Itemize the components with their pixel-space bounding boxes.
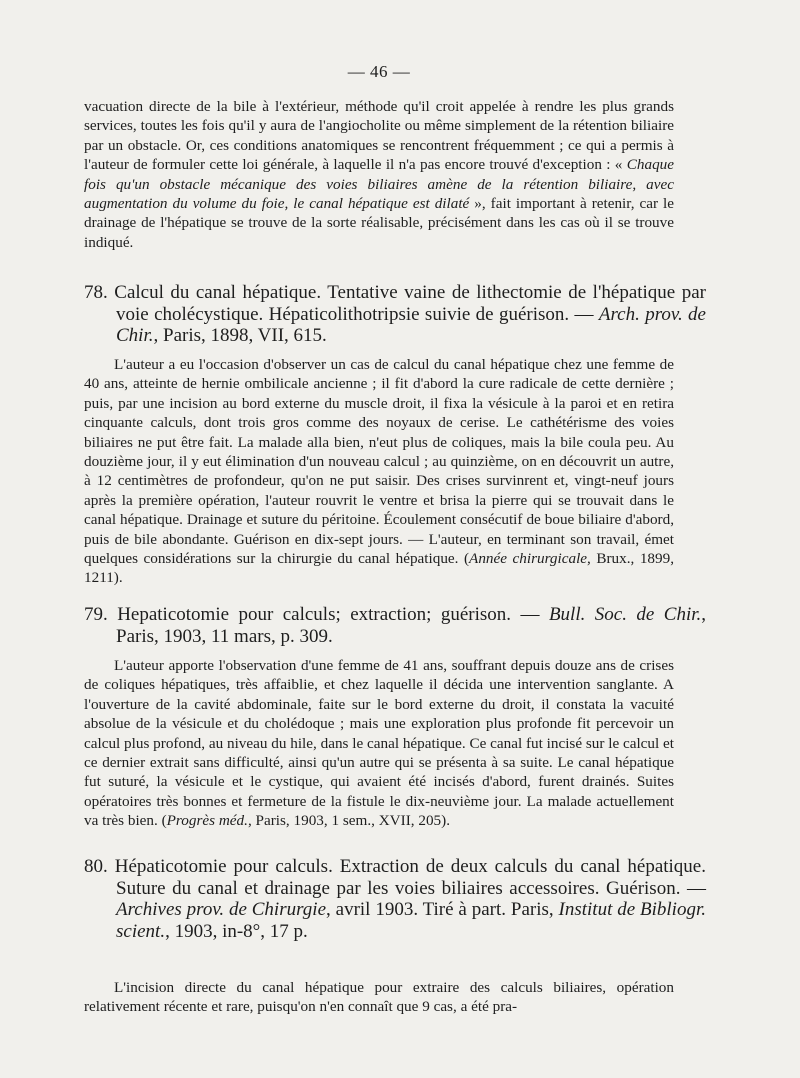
entry-title-text: Calcul du canal hépatique. Tentative vaine de lithectomie de l'hépatique par voie cholécystique. Hépaticolithotripsie suivie de guérison. — [114, 282, 707, 325]
entry-79-body: L'auteur apporte l'observation d'une femme de 41 ans, souffrant depuis douze ans de crises de coliques hépatiques, très affaiblie, et chez laquelle il décida une intervention sanglante. A l'ouverture de la cavité abdominale, faite sur le bord externe du droit, il constata la vacuité absolue de la vésicule et du cholédoque ; mais une exploration plus profonde fit percevoir un calcul plus profond, au niveau du hile, dans le canal hépatique. Ce canal fut incisé sur le calcul et ce dernier extrait sans difficulté, ainsi qu'un autre qui se présenta à sa suite. Le canal hépatique fut suturé, la vésicule et le cystique, qui avaient été incisés d'abord, furent drainés. Suites opératoires très bonnes et fermeture de la fistule le dix-neuvième jour. La malade actuellement va très bien. (Progrès méd., Paris, 1903, 1 sem., XVII, 205). — [84, 657, 674, 830]
intro-quote: Chaque fois qu'un obstacle mécanique des voies biliaires amène de la rétention biliaire, avec augmentation du volume du foie, le canal hépatique est dilaté — [84, 156, 674, 213]
entry-source: Archives prov. de Chirurgie — [116, 899, 327, 921]
entry-title-text: Hépaticotomie pour calculs. Extraction de deux calculs du canal hépatique. Suture du canal et drainage par les voies biliaires accessoires. Guérison. — [114, 856, 706, 899]
entry-source: Arch. prov. de Chir. — [116, 303, 706, 347]
entry-number: 79. — [84, 604, 108, 625]
entry-title-text: Hepaticotomie pour calculs; extraction; guérison. — [117, 604, 512, 625]
intro-paragraph — [84, 97, 674, 252]
entry-80-title: 80. Hépaticotomie pour calculs. Extraction de deux calculs du canal hépatique. Suture du canal et drainage par les voies biliaires accessoires. Guérison. — Archives prov. de Chirurgie, avril 1903. Tiré à part. Paris, Institut de Bibliogr. scient., 1903, in-8°, 17 p. — [84, 856, 707, 942]
intro-text: vacuation directe de la bile à l'extérieur, méthode qu'il croit appelée à rendre les plus grands services, toutes les fois qu'il y aura de l'angiocholite ou même simplement de la rétention biliaire par un obstacle. Or, ces conditions anatomiques se rencontrent fréquemment ; ce qui a permis à l'auteur de formuler cette loi générale, à laquelle il n'a pas encore trouvé d'exception : « — [84, 98, 674, 174]
entry-number: 80. — [84, 856, 108, 877]
entry-78-body: L'auteur a eu l'occasion d'observer un cas de calcul du canal hépatique chez une femme de 40 ans, atteinte de hernie ombilicale ancienne ; il fit d'abord la cure radicale de cette dernière ; puis, par une incision au bord externe du muscle droit, il fixa la vésicule à la paroi et en retira cinquante calculs, dont trois gros comme des noyaux de cerise. Le cathétérisme des voies biliaires ne put être fait. La malade alla bien, n'eut plus de coliques, mais la bile coula peu. Au douzième jour, il y eut élimination d'un nouveau calcul ; au quinzième, on en découvrit un autre, à 12 centimètres de profondeur, qu'on ne put saisir. Des crises survinrent et, vingt-neuf jours après la première opération, l'auteur rouvrit le ventre et brisa la pierre qui se trouvait dans le canal hépatique. Drainage et suture du péritoine. Écoulement consécutif de boue biliaire d'abord, puis de bile abondante. Guérison en dix-sept jours. — L'auteur, en terminant son travail, émet quelques considérations sur la chirurgie du canal hépatique. (Année chirurgicale, Brux., 1899, 1211). — [84, 356, 675, 587]
entry-number: 78. — [84, 282, 108, 303]
intro-tail: », fait important à retenir, car le drainage de l'hépatique se trouve de la sorte réalisable, précisément dans les cas où il se trouve indiqué. — [84, 195, 674, 251]
entry-source: Bull. Soc. de Chir. — [548, 604, 702, 625]
entry-78-title: 78. Calcul du canal hépatique. Tentative vaine de lithectomie de l'hépatique par voie cholécystique. Hépaticolithotripsie suivie de guérison. — Arch. prov. de Chir., Paris, 1898, VII, 615. — [84, 282, 707, 347]
entry-79-title: 79. Hepaticotomie pour calculs; extraction; guérison. — Bull. Soc. de Chir., Paris, 1903, 11 mars, p. 309. — [84, 604, 707, 647]
entry-80-body: L'incision directe du canal hépatique pour extraire des calculs biliaires, opération relativement récente et rare, puisqu'on n'en connaît que 9 cas, a été pra- — [84, 979, 674, 1016]
page-number: — 46 — — [347, 62, 411, 81]
